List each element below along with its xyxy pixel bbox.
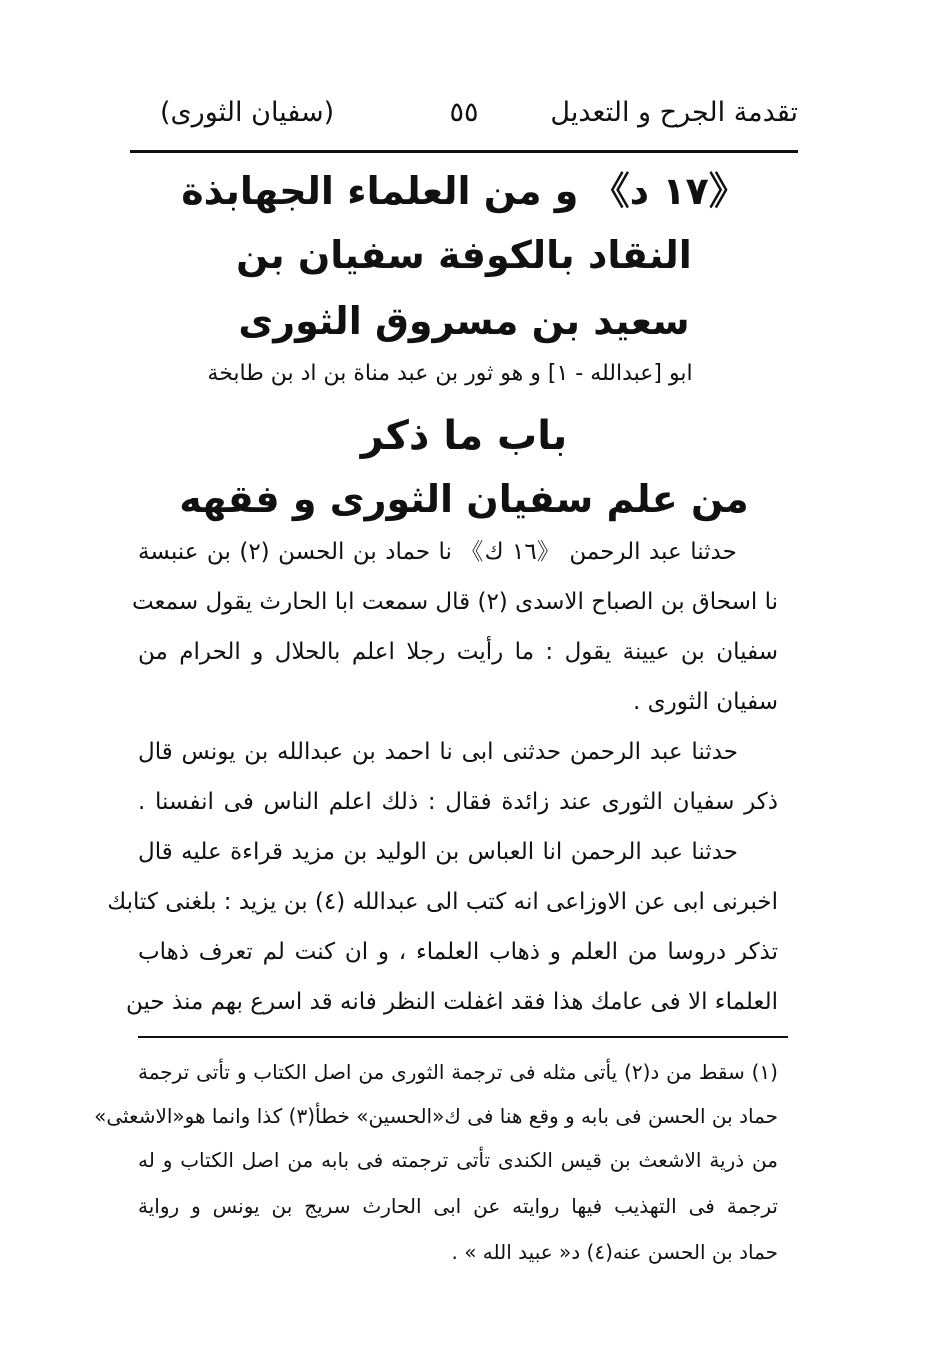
body-line: العلماء الا فى عامك هذا فقد اغفلت النظر فانه قد اسرع بهم منذ حين <box>125 989 778 1015</box>
body-line: سفيان الثورى . <box>632 689 778 715</box>
body-line: اخبرنى ابى عن الاوزاعى انه كتب الى عبدالله (٤) بن يزيد : بلغنى كتابك <box>107 889 778 915</box>
body-line: حدثنا عبد الرحمن 《١٦ ك》 نا حماد بن الحسن (٢) بن عنبسة <box>138 539 737 565</box>
footnote-line: من ذرية الاشعث بن قيس الكندى تأتى ترجمته فى بابه من اصل الكتاب و له <box>138 1148 778 1172</box>
footnote-line: ترجمة فى التهذيب فيها روايته عن ابى الحارث سريج بن يونس و رواية <box>138 1194 778 1218</box>
running-subject: (سفيان الثورى) <box>160 97 335 128</box>
chapter-heading-line-2: النقاد بالكوفة سفيان بن <box>236 233 692 277</box>
body-line: ذكر سفيان الثورى عند زائدة فقال : ذلك اعلم الناس فى انفسنا . <box>138 789 778 815</box>
section-heading-line-1: باب ما ذكر <box>360 413 568 459</box>
footnote-rule <box>138 1036 788 1038</box>
footnote-line: (١) سقط من د(٢) يأتى مثله فى ترجمة الثورى من اصل الكتاب و تأتى ترجمة <box>138 1060 778 1084</box>
body-line: حدثنا عبد الرحمن انا العباس بن الوليد بن مزيد قراءة عليه قال <box>138 839 738 865</box>
chapter-heading-line-3: سعيد بن مسروق الثورى <box>238 299 690 343</box>
book-title: تقدمة الجرح و التعديل <box>550 97 798 128</box>
section-heading-line-2: من علم سفيان الثورى و فقهه <box>179 477 749 521</box>
footnote-line: حماد بن الحسن عنه(٤) د« عبيد الله » . <box>451 1240 778 1264</box>
running-header <box>130 88 798 138</box>
chapter-heading-line-1: 《١٧ د》 و من العلماء الجهابذة <box>181 169 747 213</box>
footnote-line: حماد بن الحسن فى بابه و وقع هنا فى ك«الحسين» خطأ(٣) كذا وانما هو«الاشعثى» <box>94 1104 778 1128</box>
lineage-line: ابو [عبدالله - ١] و هو ثور بن عبد مناة بن اد بن طابخة <box>207 361 693 386</box>
page-number: ٥٥ <box>449 97 479 128</box>
body-line: حدثنا عبد الرحمن حدثنى ابى نا احمد بن عبدالله بن يونس قال <box>138 739 738 765</box>
body-line: سفيان بن عيينة يقول : ما رأيت رجلا اعلم بالحلال و الحرام من <box>138 639 778 665</box>
body-line: تذكر دروسا من العلم و ذهاب العلماء ، و ان كنت لم تعرف ذهاب <box>138 939 778 965</box>
body-line: نا اسحاق بن الصباح الاسدى (٢) قال سمعت ابا الحارث يقول سمعت <box>131 589 778 615</box>
header-rule <box>130 150 798 153</box>
